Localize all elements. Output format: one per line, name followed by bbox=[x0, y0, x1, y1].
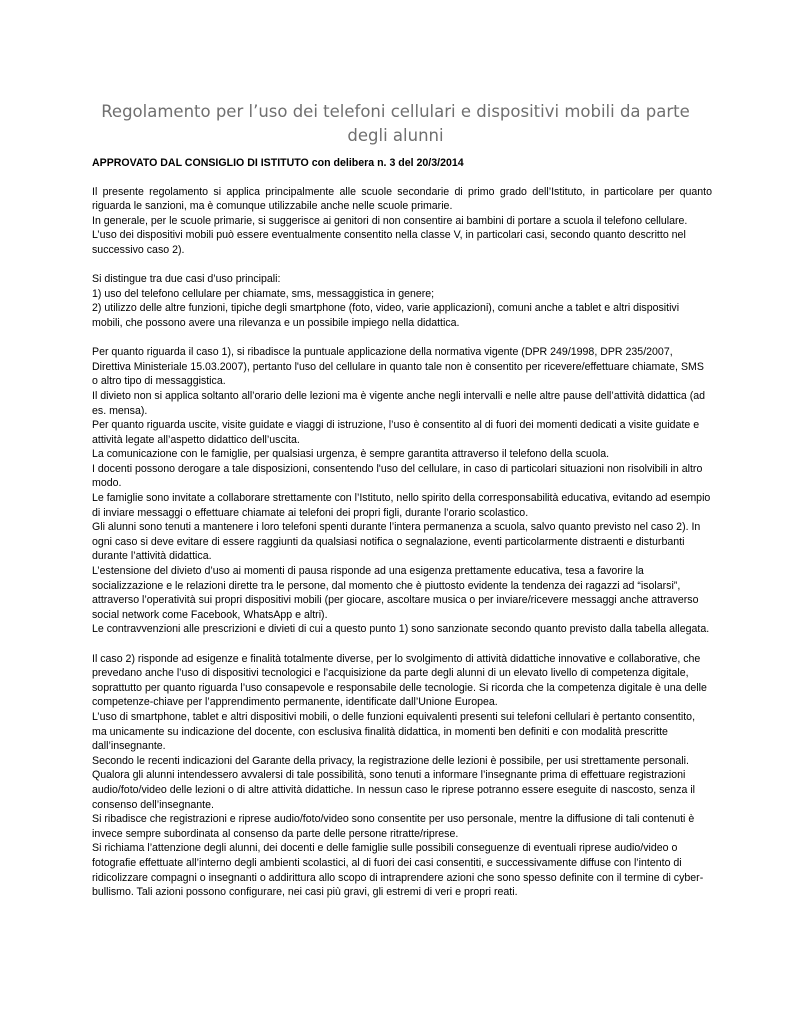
paragraph: L’uso dei dispositivi mobili può essere eventualmente consentito nella classe V, in particolari casi, secondo quanto descritto nel successivo caso 2). bbox=[92, 229, 686, 256]
paragraph: Le contravvenzioni alle prescrizioni e divieti di cui a questo punto 1) sono sanzionate secondo quanto previsto dalla tabella allegata. bbox=[92, 623, 710, 636]
paragraph: Si ribadisce che registrazioni e riprese audio/foto/video sono consentite per uso personale, mentre la diffusione di tali contenuti è invece sempre subordinata al consenso da parte delle persone ritratte/riprese. bbox=[92, 813, 695, 840]
paragraph: Per quanto riguarda uscite, visite guidate e viaggi di istruzione, l’uso è consentito al di fuori dei momenti dedicati a visite guidate e attività legate all’aspetto didattico dell’uscita. bbox=[92, 419, 700, 446]
paragraph: Per quanto riguarda il caso 1), si ribadisce la puntuale applicazione della normativa vigente (DPR 249/1998, DPR 235/2007, Direttiva Ministeriale 15.03.2007), pertanto l'uso del cellulare in quanto tale non è consentito per ricevere/effettuare chiamate, SMS o altro tipo di messaggistica. bbox=[92, 346, 704, 388]
list-item: 1) uso del telefono cellulare per chiamate, sms, messaggistica in genere; bbox=[92, 287, 435, 300]
approval-subtitle: APPROVATO DAL CONSIGLIO DI ISTITUTO con delibera n. 3 del 20/3/2014 bbox=[92, 157, 464, 169]
section-case-1 bbox=[92, 345, 712, 637]
paragraph: Il presente regolamento si applica principalmente alle scuole secondarie di primo grado dell’Istituto, in particolare per quanto riguarda le sanzioni, ma è comunque utilizzabile anche nelle scuole primarie. bbox=[92, 185, 712, 213]
paragraph: Secondo le recenti indicazioni del Garante della privacy, la registrazione delle lezioni è possibile, per usi strettamente personali. Qualora gli alunni intendessero avvalersi di tale possibilità, sono tenuti a informare l’insegnante prima di effettuare registrazioni audio/foto/video delle lezioni o di altre attività didattiche. In nessun caso le riprese potranno essere eseguite di nascosto, senza il consenso dell’insegnante. bbox=[92, 754, 696, 811]
paragraph: L’uso di smartphone, tablet e altri dispositivi mobili, o delle funzioni equivalenti presenti sui telefoni cellulari è pertanto consentito, ma unicamente su indicazione del docente, con esclusiva finalità didattica, in momenti ben definiti e con modalità prescritte dall’insegnante. bbox=[92, 710, 696, 753]
paragraph: Il caso 2) risponde ad esigenze e finalità totalmente diverse, per lo svolgimento di attività didattiche innovative e collaborative, che prevedano anche l’uso di dispositivi tecnologici e l’acquisizione da parte degli alunni di un elevato livello di competenza digitale, soprattutto per quanto riguarda l’uso consapevole e responsabile delle tecnologie. Si ricorda che la competenza digitale è una delle competenze-chiave per l’apprendimento permanente, identificate dall’Unione Europea. bbox=[92, 652, 707, 709]
section-intro bbox=[92, 185, 712, 258]
paragraph: Si distingue tra due casi d’uso principali: bbox=[92, 273, 281, 286]
paragraph: In generale, per le scuole primarie, si suggerisce ai genitori di non consentire ai bambini di portare a scuola il telefono cellulare. bbox=[92, 214, 688, 227]
document-title: Regolamento per l’uso dei telefoni cellulari e dispositivi mobili da parte degli alunni bbox=[101, 102, 690, 145]
section-use-cases bbox=[92, 272, 712, 330]
list-item: 2) utilizzo delle altre funzioni, tipiche degli smartphone (foto, video, varie applicazioni), comuni anche a tablet e altri dispositivi mobili, che possono avere una rilevanza e un possibile impiego nella didattica. bbox=[92, 302, 680, 329]
document-body bbox=[92, 156, 712, 900]
paragraph: Si richiama l’attenzione degli alunni, dei docenti e delle famiglie sulle possibili conseguenze di eventuali riprese audio/video o fotografie effettuate all’interno degli ambienti scolastici, al di fuori dei casi consentiti, e successivamente diffuse con l’intento di ridicolizzare compagni o insegnanti o addirittura allo scopo di intraprendere azioni che sono spesso definite con il termine di cyber-bullismo. Tali azioni possono configurare, nei casi più gravi, gli estremi di veri e propri reati. bbox=[92, 842, 704, 899]
paragraph: Gli alunni sono tenuti a mantenere i loro telefoni spenti durante l’intera permanenza a scuola, salvo quanto previsto nel caso 2). In ogni caso si deve evitare di essere raggiunti da qualsiasi notifica o segnalazione, eventi particolarmente distraenti e disturbanti durante l’attività didattica. bbox=[92, 521, 701, 563]
paragraph: Il divieto non si applica soltanto all’orario delle lezioni ma è vigente anche negli intervalli e nelle altre pause dell’attività didattica (ad es. mensa). bbox=[92, 389, 706, 417]
section-case-2 bbox=[92, 652, 712, 900]
paragraph: La comunicazione con le famiglie, per qualsiasi urgenza, è sempre garantita attraverso il telefono della scuola. bbox=[92, 448, 610, 461]
paragraph: I docenti possono derogare a tale disposizioni, consentendo l'uso del cellulare, in caso di particolari situazioni non risolvibili in altro modo. bbox=[92, 462, 703, 490]
paragraph: L’estensione del divieto d’uso ai momenti di pausa risponde ad una esigenza prettamente educativa, tesa a favorire la socializzazione e le relazioni dirette tra le persone, dal momento che è piuttosto evidente la tendenza dei ragazzi ad “isolarsi”, attraverso l’operatività sui propri dispositivi mobili (per giocare, ascoltare musica o per inviare/ricevere messaggi anche attraverso social network come Facebook, WhatsApp e altri). bbox=[92, 565, 699, 621]
paragraph: Le famiglie sono invitate a collaborare strettamente con l’Istituto, nello spirito della corresponsabilità educativa, evitando ad esempio di inviare messaggi o effettuare chiamate ai telefoni dei propri figli, durante l’orario scolastico. bbox=[92, 492, 711, 519]
